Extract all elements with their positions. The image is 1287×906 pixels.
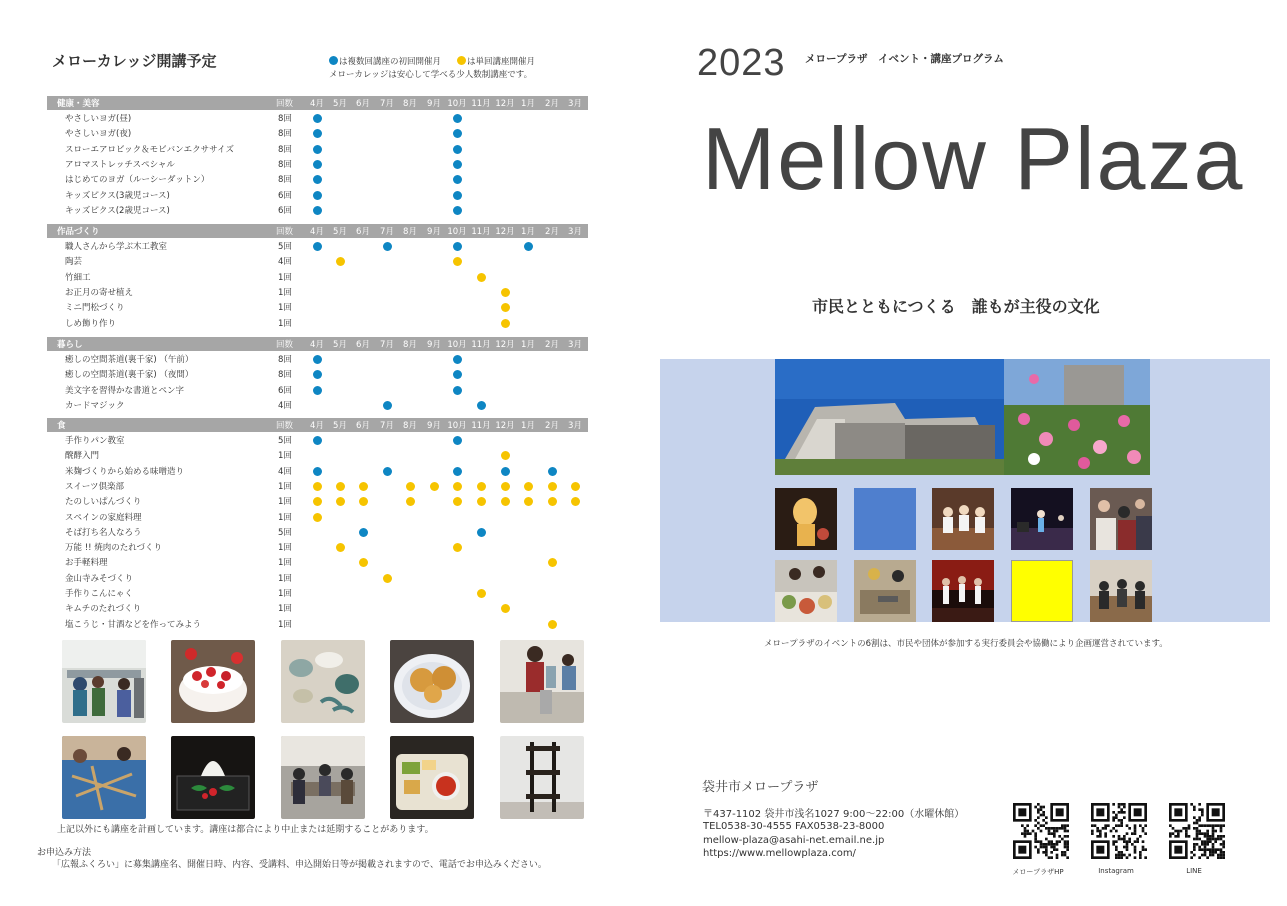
- photo-soba-class: [281, 736, 365, 819]
- month-header: 7月: [380, 421, 394, 431]
- course-sessions: 8回: [278, 144, 292, 155]
- month-header: 2月: [545, 99, 559, 109]
- single-session-dot: [477, 482, 486, 491]
- single-session-dot: [453, 497, 462, 506]
- month-header: 6月: [356, 340, 370, 350]
- course-sessions: 1回: [278, 272, 292, 283]
- photo-building: [775, 359, 1004, 475]
- photo-audience: [1090, 488, 1152, 550]
- address: 〒437-1102 袋井市浅名1027 9:00～22:00（水曜休館）: [703, 809, 965, 820]
- single-session-dot: [548, 558, 557, 567]
- course-row: [47, 203, 588, 218]
- category-header: [47, 96, 588, 110]
- course-name: 職人さんから学ぶ木工教室: [65, 242, 168, 252]
- multi-session-start-dot: [524, 242, 533, 251]
- course-row: [47, 172, 588, 187]
- multi-session-start-dot: [383, 467, 392, 476]
- multi-session-start-dot: [313, 242, 322, 251]
- course-name: 手作りパン教室: [65, 436, 125, 446]
- single-session-dot: [477, 273, 486, 282]
- course-row: [47, 142, 588, 157]
- photo-dance-performance: [932, 560, 994, 622]
- course-name: やさしいヨガ(夜): [65, 129, 132, 140]
- month-header: 10月: [447, 99, 467, 109]
- month-header: 9月: [427, 99, 441, 109]
- course-row: [47, 300, 588, 315]
- month-header: 3月: [568, 421, 582, 431]
- photo-cream-puffs: [390, 640, 474, 723]
- month-header: 1月: [521, 99, 535, 109]
- course-row: [47, 494, 588, 509]
- legend-single-label: は単回講座開催月: [467, 57, 536, 67]
- multi-session-start-dot: [383, 242, 392, 251]
- course-sessions: 5回: [278, 527, 292, 538]
- month-header: 9月: [427, 421, 441, 431]
- course-row: [47, 157, 588, 172]
- month-header: 7月: [380, 227, 394, 237]
- course-name: キッズピクス(2歳児コース): [65, 205, 170, 216]
- single-session-dot: [501, 288, 510, 297]
- month-header: 4月: [310, 227, 324, 237]
- photo-spanish-dish: [390, 736, 474, 819]
- course-sessions: 8回: [278, 114, 292, 124]
- qr-label-homepage: メロープラザHP: [1012, 868, 1064, 876]
- month-header: 5月: [333, 227, 347, 237]
- multi-session-start-dot: [453, 242, 462, 251]
- single-session-dot: [383, 574, 392, 583]
- photo-stage-talk: [932, 488, 994, 550]
- course-name: たのしいぱんづくり: [65, 497, 142, 508]
- course-row: [47, 270, 588, 285]
- photo-band-rehearsal: [1090, 560, 1152, 622]
- qr-label-instagram: Instagram: [1098, 867, 1134, 875]
- course-sessions: 5回: [278, 242, 292, 252]
- multi-session-start-dot: [313, 355, 322, 364]
- course-row: [47, 540, 588, 555]
- single-session-dot: [501, 482, 510, 491]
- course-name: お手軽料理: [65, 558, 108, 569]
- multi-session-start-dot: [477, 401, 486, 410]
- category-name: 暮らし: [57, 340, 83, 350]
- course-sessions: 1回: [278, 303, 292, 314]
- multi-session-start-dot: [359, 528, 368, 537]
- month-header: 6月: [356, 99, 370, 109]
- multi-session-start-dot: [453, 467, 462, 476]
- apply-body: 「広報ふくろい」に募集講座名、開催日時、内容、受講料、申込開始日等が掲載されますので、電話でお申込みください。: [52, 860, 547, 870]
- month-header: 11月: [471, 227, 491, 237]
- qr-code-homepage[interactable]: [1013, 803, 1069, 859]
- month-header: 9月: [427, 340, 441, 350]
- photo-new-year-decoration: [171, 736, 255, 819]
- legend-note: メローカレッジは安心して学べる少人数制講座です。: [329, 70, 533, 80]
- month-header: 5月: [333, 421, 347, 431]
- year: 2023: [697, 42, 786, 84]
- multi-session-start-dot: [501, 467, 510, 476]
- multi-session-start-dot: [453, 129, 462, 138]
- course-sessions: 8回: [278, 370, 292, 381]
- course-row: [47, 111, 588, 126]
- category-name: 作品づくり: [57, 227, 100, 237]
- course-name: 塩こうじ・甘酒などを作ってみよう: [65, 619, 202, 630]
- single-session-dot: [313, 482, 322, 491]
- course-name: キッズピクス(3歳児コース): [65, 190, 170, 201]
- tagline: 市民とともにつくる 誰もが主役の文化: [812, 297, 1100, 316]
- course-sessions: 1回: [278, 318, 292, 329]
- multi-session-start-dot: [453, 370, 462, 379]
- course-name: 醗酵入門: [65, 451, 100, 462]
- multi-session-start-dot: [313, 129, 322, 138]
- multi-session-start-dot: [313, 114, 322, 123]
- legend-multi-label: は複数回講座の初回開催月: [339, 57, 442, 67]
- course-sessions: 8回: [278, 129, 292, 140]
- course-row: [47, 367, 588, 382]
- course-name: やさしいヨガ(昼): [65, 114, 132, 124]
- multi-session-start-dot: [453, 386, 462, 395]
- photo-caption: メロープラザのイベントの6割は、市民や団体が参加する実行委員会や協働により企画運営されています。: [764, 639, 1168, 649]
- category-name: 健康・美容: [57, 99, 100, 109]
- month-header: 5月: [333, 99, 347, 109]
- single-session-dot: [430, 482, 439, 491]
- course-name: ミニ門松づくり: [65, 303, 125, 314]
- course-sessions: 1回: [278, 619, 292, 630]
- legend-multi-dot: [329, 56, 338, 65]
- category-header: [47, 224, 588, 238]
- photo-bamboo-craft: [62, 736, 146, 819]
- month-header: 2月: [545, 227, 559, 237]
- course-row: [47, 316, 588, 331]
- single-session-dot: [501, 604, 510, 613]
- single-session-dot: [501, 451, 510, 460]
- count-header: 回数: [276, 227, 294, 237]
- legend: [329, 56, 535, 82]
- course-sessions: 1回: [278, 497, 292, 508]
- course-row: [47, 601, 588, 616]
- category-header: [47, 418, 588, 432]
- single-session-dot: [571, 497, 580, 506]
- left-page: [0, 0, 640, 906]
- placeholder-yellow-tile: [1011, 560, 1073, 622]
- course-row: [47, 285, 588, 300]
- right-page: [640, 0, 1287, 906]
- multi-session-start-dot: [453, 145, 462, 154]
- single-session-dot: [548, 482, 557, 491]
- course-sessions: 6回: [278, 190, 292, 201]
- multi-session-start-dot: [453, 114, 462, 123]
- single-session-dot: [359, 558, 368, 567]
- month-header: 7月: [380, 99, 394, 109]
- course-row: [47, 571, 588, 586]
- photo-bamboo-stand: [500, 736, 584, 819]
- single-session-dot: [313, 497, 322, 506]
- organization-name: 袋井市メロープラザ: [702, 780, 819, 795]
- course-sessions: 1回: [278, 481, 292, 492]
- course-row: [47, 464, 588, 479]
- course-row: [47, 352, 588, 367]
- month-header: 1月: [521, 340, 535, 350]
- month-header: 3月: [568, 340, 582, 350]
- month-header: 12月: [495, 99, 515, 109]
- month-header: 6月: [356, 227, 370, 237]
- count-header: 回数: [276, 340, 294, 350]
- course-row: [47, 448, 588, 463]
- course-row: [47, 433, 588, 448]
- course-name: スペインの家庭料理: [65, 512, 142, 523]
- course-sessions: 8回: [278, 159, 292, 170]
- month-header: 8月: [403, 227, 417, 237]
- main-title: Mellow Plaza: [702, 109, 1245, 208]
- multi-session-start-dot: [313, 160, 322, 169]
- month-header: 11月: [471, 421, 491, 431]
- course-sessions: 6回: [278, 205, 292, 216]
- multi-session-start-dot: [453, 436, 462, 445]
- multi-session-start-dot: [453, 160, 462, 169]
- multi-session-start-dot: [453, 175, 462, 184]
- course-row: [47, 239, 588, 254]
- multi-session-start-dot: [313, 370, 322, 379]
- month-header: 1月: [521, 227, 535, 237]
- qr-code-instagram[interactable]: [1091, 803, 1147, 859]
- photo-pottery: [281, 640, 365, 723]
- footnote: 上記以外にも講座を計画しています。講座は都合により中止または延期することがあります。: [57, 825, 434, 835]
- tel-fax: TEL0538-30-4555 FAX0538-23-8000: [703, 821, 885, 832]
- course-row: [47, 586, 588, 601]
- course-name: カードマジック: [65, 400, 125, 411]
- course-name: 癒しの空間茶道(裏千家) （午前）: [65, 355, 194, 365]
- multi-session-start-dot: [453, 206, 462, 215]
- count-header: 回数: [276, 421, 294, 431]
- month-header: 2月: [545, 340, 559, 350]
- course-sessions: 1回: [278, 604, 292, 615]
- month-header: 1月: [521, 421, 535, 431]
- category-header: [47, 337, 588, 351]
- multi-session-start-dot: [313, 206, 322, 215]
- month-header: 12月: [495, 227, 515, 237]
- course-sessions: 1回: [278, 451, 292, 462]
- course-name: そば打ち名人なろう: [65, 527, 142, 538]
- course-sessions: 1回: [278, 512, 292, 523]
- legend-single-dot: [457, 56, 466, 65]
- course-name: 陶芸: [65, 257, 83, 268]
- course-name: アロマストレッチスペシャル: [65, 159, 175, 170]
- course-row: [47, 479, 588, 494]
- course-sessions: 4回: [278, 400, 292, 411]
- count-header: 回数: [276, 99, 294, 109]
- month-header: 8月: [403, 99, 417, 109]
- photo-cosmos-flowers: [1004, 359, 1150, 475]
- month-header: 12月: [495, 340, 515, 350]
- course-sessions: 1回: [278, 543, 292, 554]
- single-session-dot: [501, 303, 510, 312]
- multi-session-start-dot: [548, 467, 557, 476]
- single-session-dot: [453, 543, 462, 552]
- month-header: 8月: [403, 421, 417, 431]
- email-address[interactable]: mellow-plaza@asahi-net.email.ne.jp: [703, 835, 885, 846]
- single-session-dot: [524, 497, 533, 506]
- course-name: お正月の寄せ植え: [65, 287, 134, 298]
- single-session-dot: [453, 257, 462, 266]
- single-session-dot: [571, 482, 580, 491]
- single-session-dot: [548, 620, 557, 629]
- multi-session-start-dot: [383, 401, 392, 410]
- multi-session-start-dot: [313, 175, 322, 184]
- course-row: [47, 510, 588, 525]
- course-sessions: 4回: [278, 257, 292, 268]
- single-session-dot: [453, 482, 462, 491]
- month-header: 4月: [310, 421, 324, 431]
- month-header: 11月: [471, 340, 491, 350]
- month-header: 2月: [545, 421, 559, 431]
- month-header: 4月: [310, 99, 324, 109]
- photo-workshop-tools: [854, 560, 916, 622]
- photo-mascot-show: [775, 488, 837, 550]
- single-session-dot: [336, 543, 345, 552]
- course-name: 手作りこんにゃく: [65, 589, 133, 599]
- single-session-dot: [477, 497, 486, 506]
- photo-cooking-class: [62, 640, 146, 723]
- course-row: [47, 188, 588, 203]
- photo-concert-stage: [1011, 488, 1073, 550]
- schedule-title: メローカレッジ開講予定: [52, 52, 217, 70]
- month-header: 3月: [568, 227, 582, 237]
- course-sessions: 4回: [278, 466, 292, 477]
- multi-session-start-dot: [313, 191, 322, 200]
- course-name: キムチのたれづくり: [65, 604, 142, 615]
- website-url[interactable]: https://www.mellowplaza.com/: [703, 848, 856, 859]
- month-header: 6月: [356, 421, 370, 431]
- single-session-dot: [501, 497, 510, 506]
- course-name: 美文字を習得かな書道とペン字: [65, 385, 185, 396]
- single-session-dot: [501, 319, 510, 328]
- placeholder-blue-tile: [854, 488, 916, 550]
- course-name: はじめてのヨガ（ルーシーダットン）: [65, 175, 210, 186]
- multi-session-start-dot: [477, 528, 486, 537]
- course-row: [47, 254, 588, 269]
- course-name: 米麹づくりから始める味噌造り: [65, 466, 185, 477]
- month-header: 4月: [310, 340, 324, 350]
- single-session-dot: [336, 257, 345, 266]
- month-header: 5月: [333, 340, 347, 350]
- month-header: 10月: [447, 421, 467, 431]
- course-name: 癒しの空間茶道(裏千家) （夜間）: [65, 370, 194, 381]
- single-session-dot: [336, 497, 345, 506]
- multi-session-start-dot: [313, 386, 322, 395]
- course-row: [47, 525, 588, 540]
- course-row: [47, 126, 588, 141]
- course-sessions: 8回: [278, 355, 292, 365]
- photo-kitchen-demo: [500, 640, 584, 723]
- month-header: 9月: [427, 227, 441, 237]
- single-session-dot: [359, 482, 368, 491]
- single-session-dot: [336, 482, 345, 491]
- multi-session-start-dot: [453, 191, 462, 200]
- single-session-dot: [406, 482, 415, 491]
- single-session-dot: [548, 497, 557, 506]
- photo-strawberry-cake: [171, 640, 255, 723]
- course-name: 竹細工: [65, 272, 91, 283]
- single-session-dot: [477, 589, 486, 598]
- category-name: 食: [57, 421, 66, 431]
- single-session-dot: [313, 513, 322, 522]
- month-header: 11月: [471, 99, 491, 109]
- month-header: 7月: [380, 340, 394, 350]
- single-session-dot: [359, 497, 368, 506]
- course-sessions: 6回: [278, 385, 292, 396]
- month-header: 8月: [403, 340, 417, 350]
- multi-session-start-dot: [313, 467, 322, 476]
- course-row: [47, 555, 588, 570]
- qr-code-line[interactable]: [1169, 803, 1225, 859]
- course-sessions: 1回: [278, 573, 292, 584]
- course-name: 万能 !! 焼肉のたれづくり: [65, 543, 163, 554]
- month-header: 12月: [495, 421, 515, 431]
- month-header: 10月: [447, 227, 467, 237]
- qr-label-line: LINE: [1186, 867, 1202, 875]
- single-session-dot: [524, 482, 533, 491]
- course-sessions: 8回: [278, 175, 292, 186]
- course-name: 金山寺みそづくり: [65, 573, 134, 584]
- course-row: [47, 383, 588, 398]
- program-label: メロープラザ イベント・講座プログラム: [805, 53, 1004, 65]
- course-sessions: 5回: [278, 436, 292, 446]
- course-row: [47, 398, 588, 413]
- single-session-dot: [406, 497, 415, 506]
- apply-title: お申込み方法: [37, 848, 92, 858]
- course-row: [47, 617, 588, 632]
- multi-session-start-dot: [313, 145, 322, 154]
- course-name: しめ飾り作り: [65, 318, 117, 329]
- multi-session-start-dot: [453, 355, 462, 364]
- course-sessions: 1回: [278, 589, 292, 599]
- photo-food-table: [775, 560, 837, 622]
- course-name: スローエアロビック＆モビバンエクササイズ: [65, 144, 234, 155]
- month-header: 10月: [447, 340, 467, 350]
- course-name: スイーツ倶楽部: [65, 481, 124, 492]
- month-header: 3月: [568, 99, 582, 109]
- course-sessions: 1回: [278, 558, 292, 569]
- multi-session-start-dot: [313, 436, 322, 445]
- course-sessions: 1回: [278, 287, 292, 298]
